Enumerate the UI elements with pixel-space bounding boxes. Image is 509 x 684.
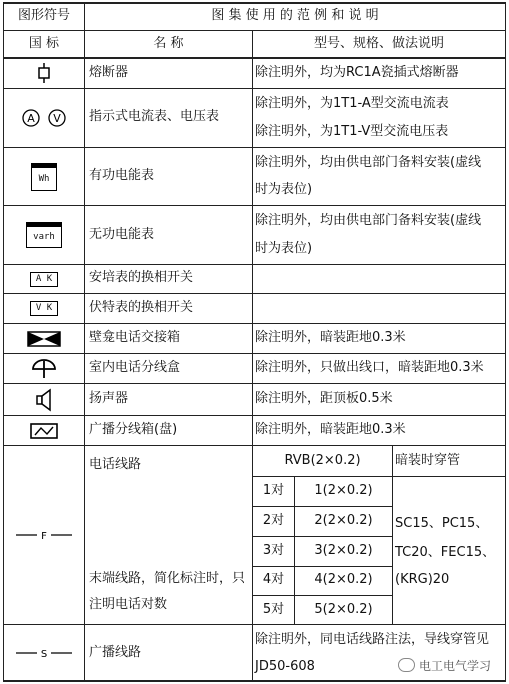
ammeter-switch-label: A K bbox=[30, 272, 58, 287]
varh-meter-label: varh bbox=[26, 222, 62, 248]
ammeter-voltmeter-icon bbox=[4, 89, 84, 147]
watermark bbox=[398, 654, 491, 676]
broadcast-line-desc: 除注明外，同电话线路注法，导线穿管见 bbox=[255, 632, 490, 647]
row-desc: 除注明外，为1T1-A型交流电流表 bbox=[255, 96, 449, 111]
row-desc: 除注明外，均由供电部门备料安装(虚线 bbox=[255, 155, 482, 170]
row-name: 有功电能表 bbox=[89, 168, 155, 183]
row-name: 室内电话分线盒 bbox=[89, 360, 181, 375]
phone-line-note: 末端线路，简化标注时，只 bbox=[89, 571, 246, 586]
wh-meter-icon bbox=[4, 148, 84, 205]
telephone-line-letter: F bbox=[41, 531, 47, 542]
row-name: 扬声器 bbox=[89, 391, 129, 406]
speaker-icon bbox=[4, 384, 84, 415]
pair-count: 3对 bbox=[262, 543, 285, 558]
column-header-symbol: 国 标 bbox=[28, 36, 60, 51]
row-desc: 除注明外，暗装距地0.3米 bbox=[255, 330, 406, 345]
row-desc: 除注明外，均为RC1A瓷插式熔断器 bbox=[255, 65, 459, 80]
row-name: 伏特表的换相开关 bbox=[89, 300, 194, 315]
broadcast-line-letter: S bbox=[40, 648, 48, 660]
row-name: 壁龛电话交接箱 bbox=[89, 330, 181, 345]
pair-count: 5对 bbox=[262, 602, 285, 617]
cable-spec: RVB(2×0.2) bbox=[284, 453, 361, 468]
column-header-name: 名 称 bbox=[153, 36, 184, 51]
watermark-text: 电工电气学习 bbox=[419, 658, 492, 673]
row-desc: 时为表位) bbox=[255, 182, 313, 197]
pair-count: 2对 bbox=[262, 513, 285, 528]
broadcast-line-desc: JD50-608 bbox=[255, 659, 315, 674]
row-desc: 除注明外，只做出线口，暗装距地0.3米 bbox=[255, 360, 484, 375]
conduit-spec: (KRG)20 bbox=[395, 572, 450, 587]
voltmeter-switch-label: V K bbox=[30, 301, 58, 316]
broadcast-line-name: 广播线路 bbox=[89, 645, 142, 660]
telephone-distribution-box-icon bbox=[4, 354, 84, 383]
pair-spec: 5(2×0.2) bbox=[314, 602, 373, 617]
wechat-icon bbox=[398, 658, 415, 672]
ammeter-switch-icon bbox=[4, 265, 84, 293]
conduit-spec: SC15、PC15、 bbox=[395, 516, 489, 531]
fuse-icon bbox=[4, 58, 84, 88]
pair-count: 1对 bbox=[262, 483, 285, 498]
row-name: 安培表的换相开关 bbox=[89, 270, 194, 285]
row-desc: 除注明外，暗装距地0.3米 bbox=[255, 422, 406, 437]
conduit-header: 暗装时穿管 bbox=[395, 453, 461, 468]
pair-spec: 3(2×0.2) bbox=[314, 543, 373, 558]
wh-meter-label: Wh bbox=[31, 163, 57, 191]
pair-spec: 2(2×0.2) bbox=[314, 513, 373, 528]
pair-spec: 4(2×0.2) bbox=[314, 572, 373, 587]
pair-count: 4对 bbox=[262, 572, 285, 587]
row-name: 指示式电流表、电压表 bbox=[89, 109, 220, 124]
row-name: 熔断器 bbox=[89, 65, 129, 80]
phone-line-note: 注明电话对数 bbox=[89, 597, 168, 612]
page-title: 图 集 使 用 的 范 例 和 说 明 bbox=[211, 8, 379, 23]
conduit-spec: TC20、FEC15、 bbox=[395, 545, 496, 560]
telephone-line-icon bbox=[4, 446, 84, 624]
row-desc: 除注明外，距顶板0.5米 bbox=[255, 391, 393, 406]
row-name: 广播分线箱(盘) bbox=[89, 422, 178, 437]
row-name: 无功电能表 bbox=[89, 227, 155, 242]
column-header-desc: 型号、规格、做法说明 bbox=[313, 36, 444, 51]
row-desc: 除注明外，均由供电部门备料安装(虚线 bbox=[255, 213, 482, 228]
pair-spec: 1(2×0.2) bbox=[314, 483, 373, 498]
varh-meter-icon bbox=[4, 206, 84, 264]
header-corner: 图形符号 bbox=[17, 8, 70, 23]
phone-line-name: 电话线路 bbox=[89, 457, 142, 472]
row-desc: 时为表位) bbox=[255, 241, 313, 256]
broadcast-distribution-box-icon bbox=[4, 416, 84, 445]
ammeter-letter: A bbox=[27, 112, 35, 125]
broadcast-line-icon bbox=[4, 625, 84, 680]
row-desc: 除注明外，为1T1-V型交流电压表 bbox=[255, 124, 449, 139]
telephone-junction-box-icon bbox=[4, 324, 84, 353]
voltmeter-switch-icon bbox=[4, 294, 84, 323]
voltmeter-letter: V bbox=[53, 112, 61, 125]
